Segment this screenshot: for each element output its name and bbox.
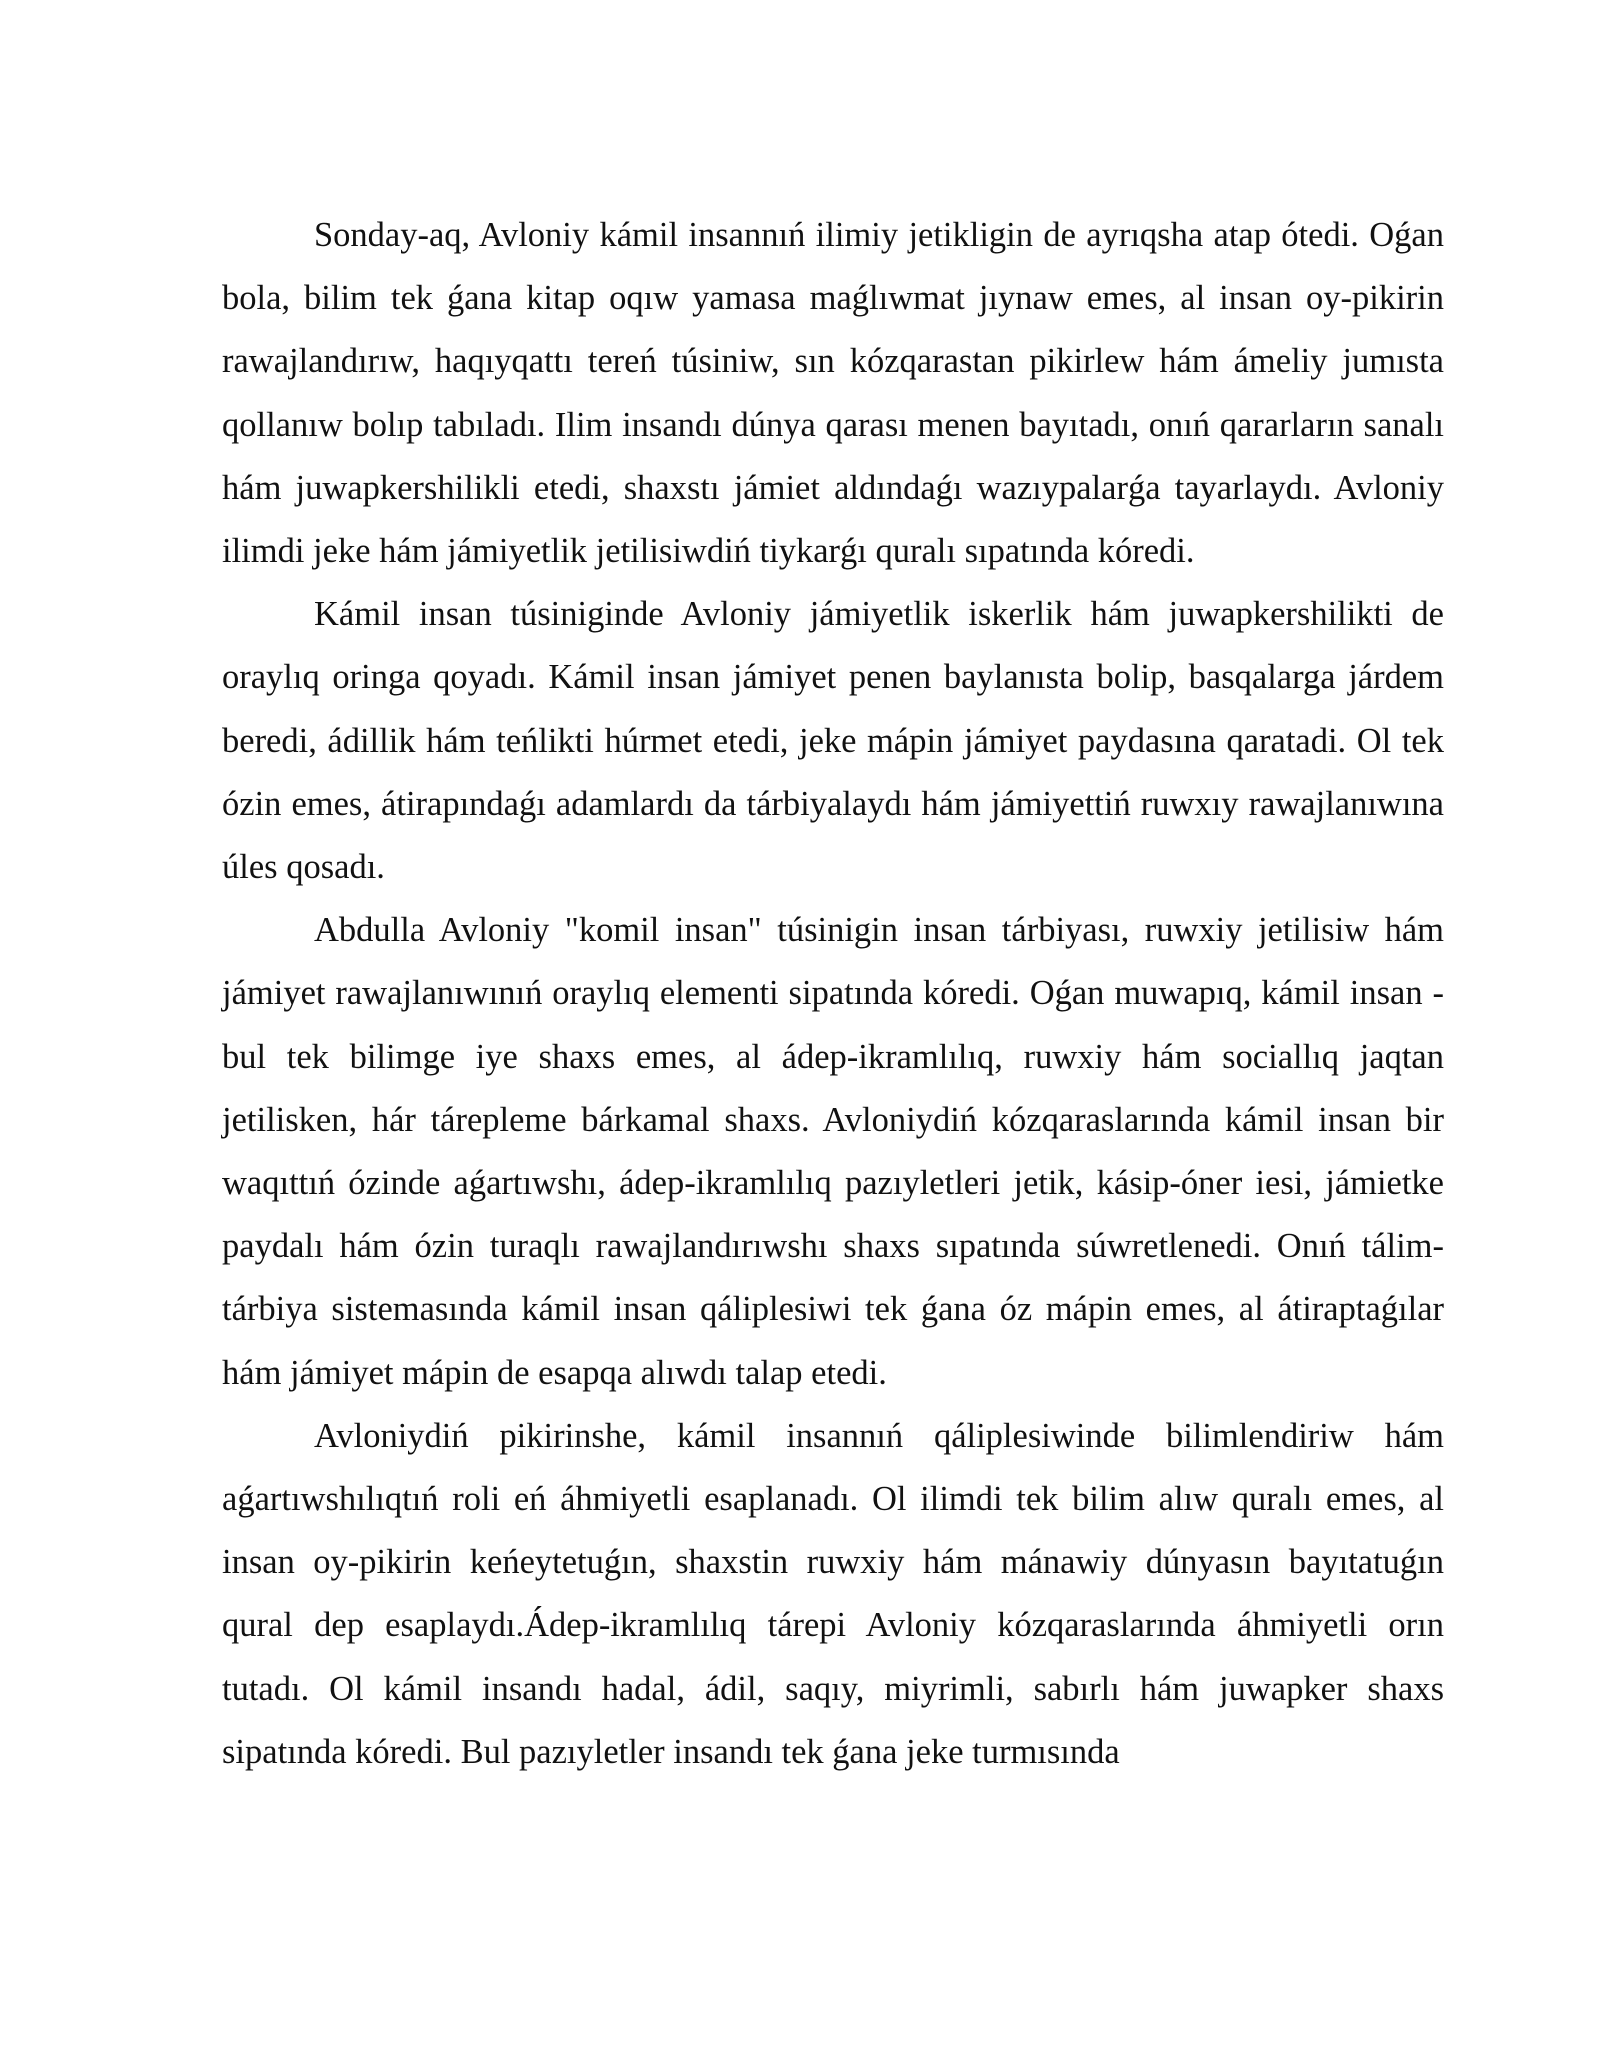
paragraph-1: Sonday-aq, Avloniy kámil insannıń ilimiy jetikligin de ayrıqsha atap ótedi. Oǵan bola, bilim tek ǵana kitap oqıw yamasa maǵlıwmat jıynaw emes, al insan oy-pikirin rawajlandırıw, haqıyqattı tereń túsiniw, sın kózqarastan pikirlew hám ámeliy jumısta qollanıw bolıp tabıladı. Ilim insandı dúnya qarası menen bayıtadı, onıń qararların sanalı hám juwapkershilikli etedi, shaxstı jámiet aldındaǵı wazıypalarǵa tayarlaydı. Avloniy ilimdi jeke hám jámiyetlik jetilisiwdiń tiykarǵı quralı sıpatında kóredi. [222, 216, 1444, 571]
paragraph-2: Kámil insan túsiniginde Avloniy jámiyetlik iskerlik hám juwapkershilikti de oraylıq oringa qoyadı. Kámil insan jámiyet penen baylanısta bolip, basqalarga járdem beredi, ádillik hám teńlikti húrmet etedi, jeke mápin jámiyet paydasına qaratadi. Ol tek ózin emes, átirapındaǵı adamlardı da tárbiyalaydı hám jámiyettiń ruwxıy rawajlanıwına úles qosadı. [222, 595, 1444, 887]
paragraph-3: Abdulla Avloniy "komil insan" túsinigin insan tárbiyası, ruwxiy jetilisiw hám jámiyet rawajlanıwınıń oraylıq elementi sipatında kóredi. Oǵan muwapıq, kámil insan - bul tek bilimge iye shaxs emes, al ádep-ikramlılıq, ruwxiy hám sociallıq jaqtan jetilisken, hár tárepleme bárkamal shaxs. Avloniydiń kózqaraslarında kámil insan bir waqıttıń ózinde aǵartıwshı, ádep-ikramlılıq pazıyletleri jetik, kásip-óner iesi, jámietke paydalı hám ózin turaqlı rawajlandırıwshı shaxs sıpatında súwretlenedi. Onıń tálim-tárbiya sistemasında kámil insan qáliplesiwi tek ǵana óz mápin emes, al átiraptaǵılar hám jámiyet mápin de esapqa alıwdı talap etedi. [222, 911, 1444, 1392]
paragraph-4: Avloniydiń pikirinshe, kámil insannıń qáliplesiwinde bilimlendiriw hám aǵartıwshılıqtıń roli eń áhmiyetli esaplanadı. Ol ilimdi tek bilim alıw quralı emes, al insan oy-pikirin keńeytetuǵın, shaxstin ruwxiy hám mánawiy dúnyasın bayıtatuǵın qural dep esaplaydı.Ádep-ikramlılıq tárepi Avloniy kózqaraslarında áhmiyetli orın tutadı. Ol kámil insandı hadal, ádil, saqıy, miyrimli, sabırlı hám juwapker shaxs sipatında kóredi. Bul pazıyletler insandı tek ǵana jeke turmısında [222, 1416, 1444, 1771]
document-body [222, 204, 1444, 1784]
